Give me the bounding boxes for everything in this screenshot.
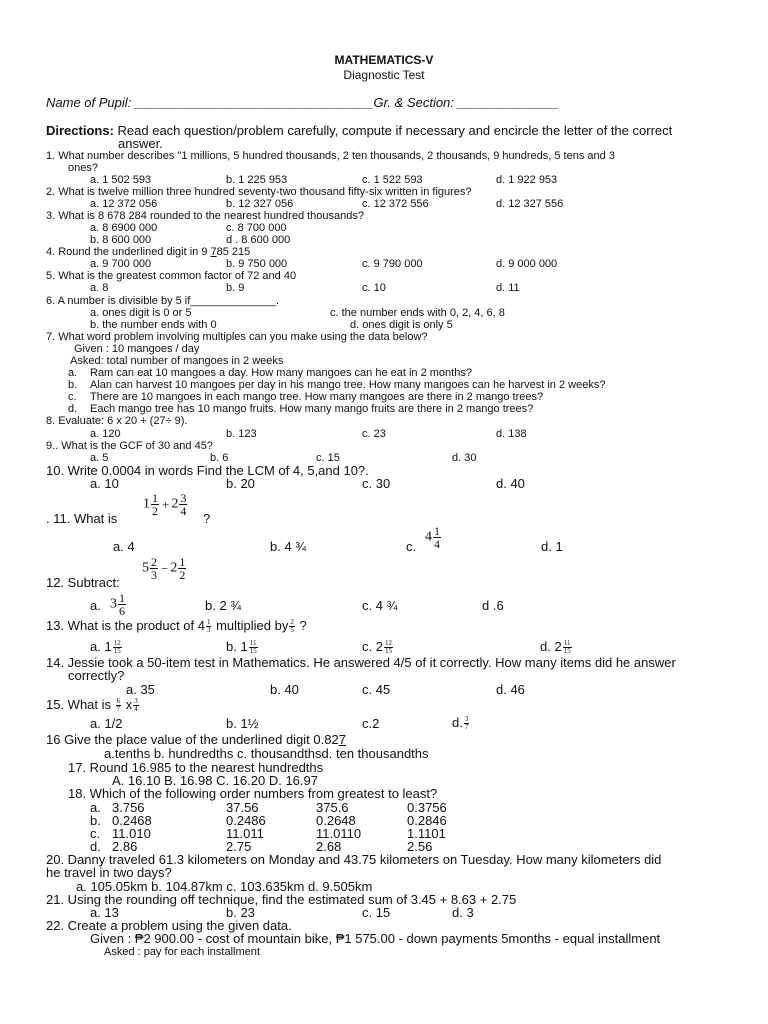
q6-option-c: c. the number ends with 0, 2, 4, 6, 8 xyxy=(330,307,505,319)
q18-row-d-label: d. xyxy=(90,839,101,854)
q1-option-c: c. 1 522 593 xyxy=(362,174,423,186)
q7-option-c: There are 10 mangoes in each mango tree. How many mangoes are there in 2 mango trees? xyxy=(90,391,544,403)
q3-option-b: b. 8 600 000 xyxy=(90,234,152,246)
q9-option-b: b. 6 xyxy=(210,452,229,464)
q3-option-a: a. 8 6900 000 xyxy=(90,222,158,234)
q7-option-b: Alan can harvest 10 mangoes per day in his mango tree. How many mangoes can he harvest in 2 weeks? xyxy=(90,379,606,391)
q1-option-a: a. 1 502 593 xyxy=(90,174,152,186)
q12-whole-2: 2 xyxy=(170,560,178,576)
q18-row-d-2: 2.75 xyxy=(226,839,252,854)
question-13 xyxy=(46,619,307,634)
numerator: 1 xyxy=(434,524,440,538)
denominator: 4 xyxy=(134,705,138,714)
denominator: 15 xyxy=(113,647,121,656)
q15-fraction-2 xyxy=(133,698,139,713)
q10-option-d: d. 40 xyxy=(496,476,525,491)
numerator: 3 xyxy=(134,697,138,706)
q12-option-a: a. xyxy=(90,598,101,613)
numerator: 2 xyxy=(290,618,294,627)
q12-option-d: d .6 xyxy=(482,598,504,613)
q6-option-d: d. ones digit is only 5 xyxy=(350,319,453,331)
q22-given xyxy=(90,932,660,946)
q4-option-b: b. 9 750 000 xyxy=(226,258,288,270)
q11-option-b: b. 4 ¾ xyxy=(270,539,307,554)
numerator: 1 xyxy=(152,491,158,505)
q12-expression xyxy=(142,556,187,581)
question-9: 9.. What is the GCF of 30 and 45? xyxy=(46,440,213,452)
q9-option-a: a. 5 xyxy=(90,452,109,464)
q5-option-c: c. 10 xyxy=(362,282,386,294)
label: a. 1 xyxy=(90,639,112,654)
q18-row-b-4: 0.2846 xyxy=(407,813,447,828)
q10-option-c: c. 30 xyxy=(362,476,391,491)
q8-option-a: a. 120 xyxy=(90,428,121,440)
q12-option-b: b. 2 ¾ xyxy=(205,598,242,613)
given-text-end: - down payments 5months - equal installment xyxy=(394,931,661,946)
numerator: 2 xyxy=(151,555,157,569)
q7-given: Given : 10 mangoes / day xyxy=(74,343,200,355)
q15-option-c: c.2 xyxy=(362,716,380,731)
q15-option-b: b. 1½ xyxy=(226,716,259,731)
q7-option-b-label: b. xyxy=(68,379,78,391)
question-1: 1. What number describes "1 millions, 5 hundred thousands, 2 ten thousands, 2 thousands, 9 hundreds, 5 tens and 3 xyxy=(46,150,615,162)
question-7: 7. What word problem involving multiples can you make using the data below? xyxy=(46,331,428,343)
times-sign: x xyxy=(125,697,133,712)
denominator: 15 xyxy=(249,647,257,656)
q7-option-d: Each mango tree has 10 mango fruits. How many mango fruits are there in 2 mango trees? xyxy=(90,403,534,415)
q4-option-d: d. 9 000 000 xyxy=(496,258,558,270)
q14-option-a: a. 35 xyxy=(126,682,155,697)
question-1-cont: ones? xyxy=(68,162,98,174)
whole: 4 xyxy=(425,529,432,545)
denominator: 4 xyxy=(180,504,187,518)
q13-text-end: ? xyxy=(295,618,307,633)
q8-option-b: b. 123 xyxy=(226,428,257,440)
q7-option-c-label: c. xyxy=(68,391,77,403)
q7-asked: Asked: total number of mangoes in 2 weeks xyxy=(70,355,284,367)
question-21: 21. Using the rounding off technique, find the estimated sum of 3.45 + 8.63 + 2.75 xyxy=(46,892,517,907)
numerator: 1 xyxy=(206,618,211,627)
q13-fraction-2 xyxy=(289,619,295,634)
numerator: 12 xyxy=(113,639,121,648)
q6-option-a: a. ones digit is 0 or 5 xyxy=(90,307,192,319)
question-11: . 11. What is xyxy=(46,511,118,526)
given-text: - cost of mountain bike, xyxy=(194,931,336,946)
q18-row-b-3: 0.2648 xyxy=(316,813,356,828)
q8-option-c: c. 23 xyxy=(362,428,386,440)
q17-options: A. 16.10 B. 16.98 C. 16.20 D. 16.97 xyxy=(112,773,318,788)
numerator: 6 xyxy=(116,697,121,706)
q13-text-mid: multiplied by xyxy=(212,618,289,633)
q11-whole-2: 2 xyxy=(171,496,179,512)
fraction xyxy=(118,592,126,617)
q2-option-c: c. 12 372 556 xyxy=(362,198,429,210)
directions-label: Directions: xyxy=(46,123,114,138)
denominator: 3 xyxy=(151,568,157,582)
q12-option-c: c. 4 ¾ xyxy=(362,598,398,613)
plus-sign: + xyxy=(162,496,170,512)
fraction xyxy=(433,525,441,550)
q18-row-b-1: 0.2468 xyxy=(112,813,152,828)
q11-whole-1: 1 xyxy=(143,496,150,512)
page-subtitle: Diagnostic Test xyxy=(343,68,425,82)
q16-options: a.tenths b. hundredths c. thousandthsd. ten thousandths xyxy=(104,746,429,761)
numerator: 11 xyxy=(563,639,571,648)
question-3: 3. What is 8 678 284 rounded to the nearest hundred thousands? xyxy=(46,210,365,222)
q18-row-a-2: 37.56 xyxy=(226,800,259,815)
question-6: 6. A number is divisible by 5 if______________. xyxy=(46,295,279,307)
q10-option-b: b. 20 xyxy=(226,476,255,491)
q13-option-c xyxy=(362,640,394,655)
q21-option-c: c. 15 xyxy=(362,905,391,920)
fraction xyxy=(464,716,470,731)
question-14: 14. Jessie took a 50-item test in Mathematics. He answered 4/5 of it correctly. How many items did he answer xyxy=(46,655,676,670)
fraction xyxy=(249,640,258,655)
directions-continued: answer. xyxy=(118,136,163,151)
question-16 xyxy=(46,733,346,747)
q1-option-b: b. 1 225 953 xyxy=(226,174,288,186)
q4-text-end: 85 215 xyxy=(216,246,251,258)
q18-row-a-1: 3.756 xyxy=(112,800,145,815)
q18-row-b-2: 0.2486 xyxy=(226,813,266,828)
q11-option-c-value xyxy=(425,525,442,550)
denominator: 5 xyxy=(290,626,294,635)
q18-row-a-4: 0.3756 xyxy=(407,800,447,815)
q4-underlined-digit: 7 xyxy=(210,246,217,258)
whole: 3 xyxy=(110,596,117,612)
directions-text: Read each question/problem carefully, compute if necessary and encircle the letter of the correct xyxy=(113,123,673,138)
q18-row-d-4: 2.56 xyxy=(407,839,433,854)
q13-option-b xyxy=(226,640,259,655)
minus-sign: − xyxy=(161,560,169,576)
q7-option-a: Ram can eat 10 mangoes a day. How many mangoes can he eat in 2 months? xyxy=(90,367,472,379)
denominator: 2 xyxy=(152,504,158,518)
q14-option-c: c. 45 xyxy=(362,682,391,697)
question-5: 5. What is the greatest common factor of 72 and 40 xyxy=(46,270,297,282)
fraction xyxy=(113,640,122,655)
q18-row-d-3: 2.68 xyxy=(316,839,342,854)
q12-option-a-value xyxy=(110,592,127,617)
q3-option-d: d . 8 600 000 xyxy=(226,234,291,246)
q22-asked: Asked : pay for each installment xyxy=(104,946,260,958)
question-10: 10. Write 0.0004 in words Find the LCM of 4, 5,and 10?. xyxy=(46,463,369,478)
question-2: 2. What is twelve million three hundred seventy-two thousand fifty-six written in figures? xyxy=(46,186,472,198)
q3-option-c: c. 8 700 000 xyxy=(226,222,287,234)
q21-option-a: a. 13 xyxy=(90,905,119,920)
q18-row-c-label: c. xyxy=(90,826,101,841)
q6-option-b: b. the number ends with 0 xyxy=(90,319,217,331)
q15-text: 15. What is xyxy=(46,697,112,712)
q18-row-b-label: b. xyxy=(90,813,101,828)
q2-option-a: a. 12 372 056 xyxy=(90,198,158,210)
fraction xyxy=(384,640,393,655)
q21-option-d: d. 3 xyxy=(452,905,474,920)
q14-option-d: d. 46 xyxy=(496,682,525,697)
denominator: 4 xyxy=(434,537,440,551)
q11-fraction-1 xyxy=(151,492,159,517)
q16-underlined-digit: 7 xyxy=(338,732,346,747)
denominator: 15 xyxy=(563,647,571,656)
numerator: 12 xyxy=(384,639,392,648)
q13-text: 13. What is the product of 4 xyxy=(46,618,205,633)
down-payment: ₱1 575.00 xyxy=(335,931,395,946)
label: c. 2 xyxy=(362,639,383,654)
denominator: 7 xyxy=(116,705,121,714)
question-20: 20. Danny traveled 61.3 kilometers on Monday and 43.75 kilometers on Tuesday. How many kilometers did xyxy=(46,852,662,867)
denominator: 6 xyxy=(119,604,125,618)
q5-option-d: d. 11 xyxy=(496,282,520,294)
question-17: 17. Round 16.985 to the nearest hundredths xyxy=(68,760,324,775)
q18-row-c-4: 1.1101 xyxy=(407,826,446,841)
label: d. 2 xyxy=(540,639,562,654)
q11-option-d: d. 1 xyxy=(541,539,563,554)
q12-fraction-1 xyxy=(150,556,158,581)
q2-option-d: d. 12 327 556 xyxy=(496,198,564,210)
q4-text: 4. Round the underlined digit in 9 xyxy=(46,246,211,258)
q13-option-d xyxy=(540,640,573,655)
q5-option-b: b. 9 xyxy=(226,282,245,294)
bike-price: ₱2 900.00 xyxy=(134,931,195,946)
label: d. xyxy=(452,715,463,730)
question-18: 18. Which of the following order numbers from greatest to least? xyxy=(68,786,438,801)
q11-question-mark: ? xyxy=(203,511,211,526)
question-22: 22. Create a problem using the given data. xyxy=(46,918,292,933)
q15-option-d xyxy=(452,716,470,731)
q18-row-c-2: 11.011 xyxy=(226,826,264,841)
q4-option-a: a. 9 700 000 xyxy=(90,258,152,270)
numerator: 1 xyxy=(179,555,186,569)
q2-option-b: b. 12 327 056 xyxy=(226,198,294,210)
q8-option-d: d. 138 xyxy=(496,428,527,440)
q15-option-a: a. 1/2 xyxy=(90,716,123,731)
q14-option-b: b. 40 xyxy=(270,682,299,697)
q4-option-c: c. 9 790 000 xyxy=(362,258,423,270)
q9-option-d: d. 30 xyxy=(452,452,477,464)
numerator: 3 xyxy=(180,491,187,505)
q5-option-a: a. 8 xyxy=(90,282,109,294)
q18-row-d-1: 2.86 xyxy=(112,839,138,854)
denominator: 15 xyxy=(384,647,392,656)
numerator: 3 xyxy=(464,715,469,724)
q18-row-a-3: 375.6 xyxy=(316,800,349,815)
q7-option-d-label: d. xyxy=(68,403,78,415)
q11-expression xyxy=(143,492,188,517)
question-8: 8. Evaluate: 6 x 20 + (27÷ 9). xyxy=(46,415,188,427)
q13-fraction-1 xyxy=(206,619,212,634)
given-label: Given : xyxy=(90,931,135,946)
fraction xyxy=(563,640,572,655)
q18-row-a-label: a. xyxy=(90,800,101,815)
q18-row-c-3: 11.0110 xyxy=(316,826,362,841)
q16-text: 16 Give the place value of the underlined digit 0.82 xyxy=(46,732,339,747)
q12-whole-1: 5 xyxy=(142,560,149,576)
question-14-cont: correctly? xyxy=(68,668,125,683)
denominator: 3 xyxy=(206,626,211,635)
question-4 xyxy=(46,246,250,258)
question-12: 12. Subtract: xyxy=(46,575,120,590)
q13-option-a xyxy=(90,640,123,655)
label: b. 1 xyxy=(226,639,248,654)
name-section-line: Name of Pupil: _________________________________Gr. & Section: ______________ xyxy=(46,95,559,110)
q1-option-d: d. 1 922 953 xyxy=(496,174,558,186)
q10-option-a: a. 10 xyxy=(90,476,119,491)
q21-option-b: b. 23 xyxy=(226,905,255,920)
q11-option-c: c. xyxy=(406,539,417,554)
denominator: 7 xyxy=(464,723,469,732)
question-20-cont: he travel in two days? xyxy=(46,865,172,880)
q15-fraction-1 xyxy=(116,698,122,713)
q11-fraction-2 xyxy=(179,492,187,517)
page-title: MATHEMATICS-V xyxy=(334,53,434,67)
q12-fraction-2 xyxy=(178,556,186,581)
q9-option-c: c. 15 xyxy=(316,452,340,464)
q20-options: a. 105.05km b. 104.87km c. 103.635km d. 9.505km xyxy=(76,879,373,894)
numerator: 11 xyxy=(249,639,257,648)
denominator: 2 xyxy=(179,568,186,582)
q11-option-a: a. 4 xyxy=(113,539,135,554)
numerator: 1 xyxy=(119,591,125,605)
q18-row-c-1: 11.010 xyxy=(112,826,151,841)
q7-option-a-label: a. xyxy=(68,367,78,379)
question-15 xyxy=(46,698,140,713)
